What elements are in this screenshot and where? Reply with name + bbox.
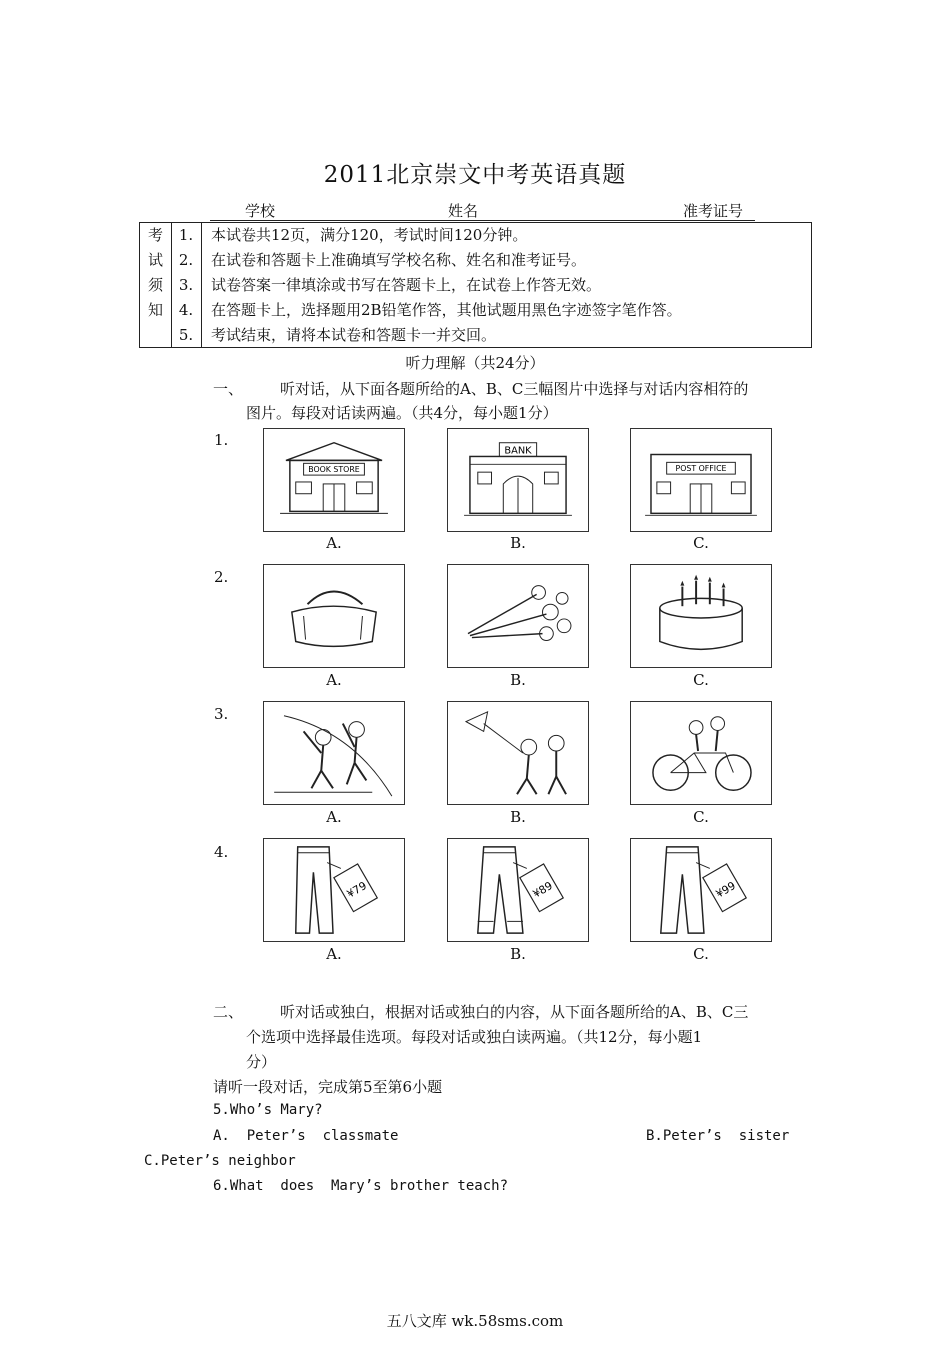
notice-numbers [171,223,202,347]
notice-char: 知 [147,301,163,319]
kite-flying-icon [448,702,588,804]
price-tag: ¥79 [344,879,369,901]
option-label: A. [326,671,342,689]
trousers-icon [264,839,404,941]
flowers-icon [448,565,588,667]
notice-item: 考试结束，请将本试卷和答题卡一并交回。 [211,326,497,344]
part1-instruction-line2: 图片。每段对话读两遍。（共4分，每小题1分） [246,404,558,422]
option-label: C. [693,808,709,826]
option-picture-3c[interactable] [630,701,772,805]
exam-id-label: 准考证号 [683,202,744,220]
notice-item: 本试卷共12页，满分120，考试时间120分钟。 [211,226,528,244]
section-title: 听力理解（共24分） [405,354,545,372]
option-label: C. [693,671,709,689]
question-6: 6.What does Mary’s brother teach? [213,1178,509,1194]
option-picture-2b[interactable] [447,564,589,668]
question-number: 2. [214,568,229,586]
price-tag: ¥89 [530,879,555,901]
question-number: 3. [214,705,229,723]
option-picture-4b[interactable] [447,838,589,942]
notice-num: 2. [178,251,194,269]
question-5: 5.Who’s Mary? [213,1102,323,1118]
q5-option-c: C.Peter’s neighbor [144,1153,296,1169]
notice-item: 试卷答案一律填涂或书写在答题卡上，在试卷上作答无效。 [211,276,602,294]
option-label: C. [693,534,709,552]
bank-sign: BANK [504,445,532,457]
q5-option-a: A. Peter’s classmate [213,1128,399,1144]
notice-num: 3. [178,276,194,294]
climbing-icon [264,702,404,804]
bookstore-icon [264,429,404,531]
part2-number: 二、 [213,1003,244,1021]
cycling-icon [631,702,771,804]
part2-instruction-line1: 听对话或独白，根据对话或独白的内容，从下面各题所给的A、B、C三 [280,1003,749,1021]
option-picture-1b[interactable] [447,428,589,532]
listening-instruction: 请听一段对话，完成第5至第6小题 [213,1078,443,1096]
part1-number: 一、 [213,380,244,398]
option-picture-4c[interactable] [630,838,772,942]
option-label: B. [510,671,526,689]
name-label: 姓名 [448,202,479,220]
notice-side-heading [140,223,172,347]
school-label: 学校 [245,202,276,220]
underline [210,220,755,221]
option-picture-3a[interactable] [263,701,405,805]
footer-watermark: 五八文库 wk.58sms.com [386,1312,564,1330]
option-label: A. [326,534,342,552]
part1-instruction-line1: 听对话，从下面各题所给的A、B、C三幅图片中选择与对话内容相符的 [280,380,749,398]
option-picture-3b[interactable] [447,701,589,805]
exam-notice-box [139,222,812,348]
notice-num: 5. [178,326,194,344]
bank-icon [448,429,588,531]
store-sign: BOOK STORE [308,465,360,475]
post-sign: POST OFFICE [675,464,727,474]
trousers-icon [631,839,771,941]
trousers-icon [448,839,588,941]
option-label: A. [326,808,342,826]
option-picture-2a[interactable] [263,564,405,668]
price-tag: ¥99 [713,879,738,901]
notice-char: 试 [147,251,163,269]
page-title: 2011北京崇文中考英语真题 [323,162,627,188]
notice-item: 在答题卡上，选择题用2B铅笔作答，其他试题用黑色字迹签字笔作答。 [211,301,682,319]
q5-option-b: B.Peter’s sister [646,1128,790,1144]
notice-char: 考 [147,226,163,244]
option-picture-1a[interactable] [263,428,405,532]
option-picture-4a[interactable] [263,838,405,942]
option-label: C. [693,945,709,963]
question-number: 1. [214,431,229,449]
option-picture-2c[interactable] [630,564,772,668]
notice-num: 4. [178,301,194,319]
question-number: 4. [214,843,229,861]
notice-items [211,223,682,348]
option-label: B. [510,534,526,552]
part2-instruction-line2: 个选项中选择最佳选项。每段对话或独白读两遍。（共12分，每小题1 [246,1028,703,1046]
post-office-icon [631,429,771,531]
handbag-icon [264,565,404,667]
option-label: B. [510,945,526,963]
option-picture-1c[interactable] [630,428,772,532]
notice-item: 在试卷和答题卡上准确填写学校名称、姓名和准考证号。 [211,251,587,269]
notice-char: 须 [147,276,163,294]
birthday-cake-icon [631,565,771,667]
part2-instruction-line3: 分） [246,1053,277,1071]
student-info-fields [210,200,755,222]
option-label: A. [326,945,342,963]
option-label: B. [510,808,526,826]
notice-num: 1. [178,226,194,244]
